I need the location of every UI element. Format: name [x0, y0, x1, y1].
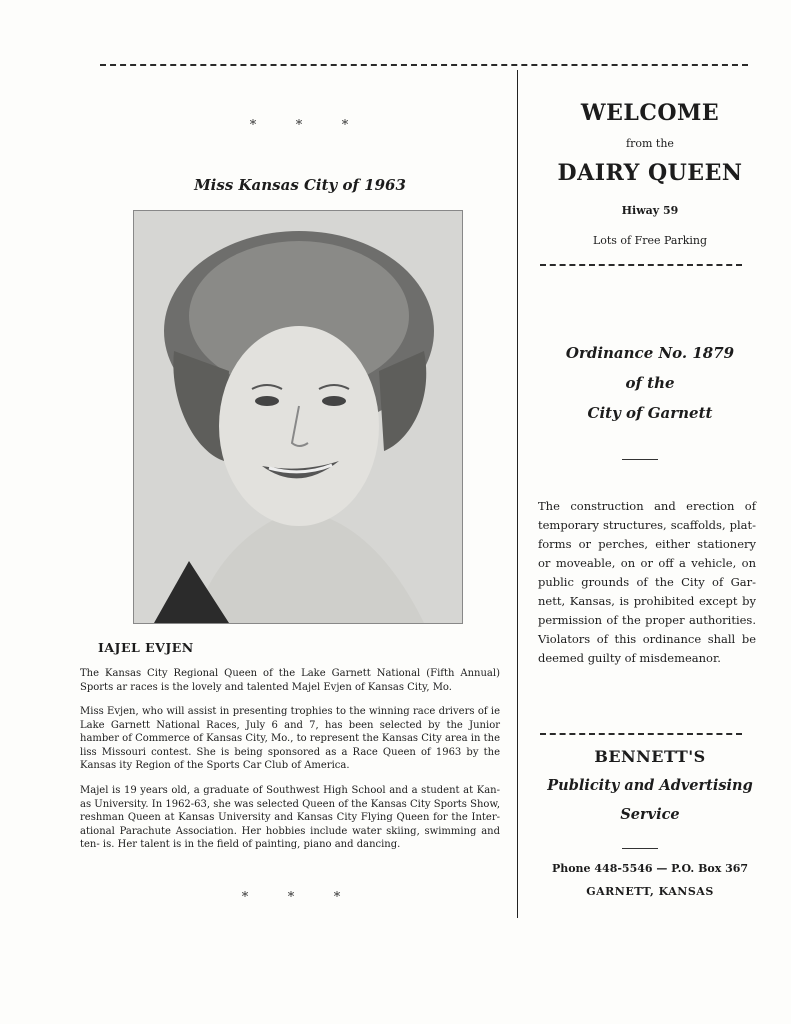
ad2-phone: Phone 448-5546 — P.O. Box 367 [551, 862, 749, 875]
ad-address: Hiway 59 [621, 204, 679, 217]
ordinance-paragraph: The construction and erection of temporary structures, scaffolds, plat- forms or perches, either stationery or moveable, on or off a vehicle, on public grounds of the City of Gar- nett, Kansas, is prohibited except by permission of the proper authorities. Violators of this ordinance shall be deemed guilty of misdemeanor. [538, 499, 756, 665]
ordinance-title: Ordinance No. 1879 [565, 344, 735, 362]
stars-top [230, 118, 368, 133]
bio-paragraph [80, 705, 500, 773]
star-ornament: * [249, 118, 257, 133]
portrait-photo [133, 210, 463, 624]
dashed-rule-above-bennetts [540, 733, 742, 735]
ad2-tagline-line2: Service [620, 806, 680, 823]
stars-bottom [222, 890, 360, 905]
subject-name: IAJEL EVJEN [98, 640, 194, 655]
ad-business-name: DAIRY QUEEN [557, 160, 743, 186]
ad-parking: Lots of Free Parking [592, 234, 708, 247]
top-dashed-rule [100, 64, 748, 66]
paragraph-text: Majel is 19 years old, a graduate of Southwest High School and a student at Kan- as University. In 1962-63, she was selected Queen of the Kansas City Sports Show, reshman Queen at Kansas University and Kansas City Flying Queen for the Inter- ational Parachute Association. Her hobbies include water skiing, swimming and ten- is. Her talent is in the field of painting, piano and dancing. [80, 785, 500, 850]
ad2-city: GARNETT, KANSAS [586, 885, 714, 898]
ad-from-line: from the [626, 137, 674, 150]
ad2-business-name: BENNETT'S [594, 747, 706, 766]
ordinance-city: City of Garnett [587, 404, 713, 422]
ordinance-of-the: of the [625, 374, 675, 392]
dashed-rule-under-dairy-queen [540, 264, 742, 266]
ordinance-text [538, 497, 756, 668]
star-ornament: * [241, 890, 249, 905]
ad-welcome-heading: WELCOME [580, 100, 720, 126]
star-ornament: * [341, 118, 349, 133]
star-ornament: * [287, 890, 295, 905]
short-divider [622, 848, 658, 849]
ad2-tagline-line1: Publicity and Advertising [547, 777, 753, 794]
bio-paragraph [80, 784, 500, 852]
column-divider [517, 70, 518, 918]
paragraph-text: Miss Evjen, who will assist in presenting trophies to the winning race drivers of ie Lake Garnett National Races, July 6 and 7, has been selected by the Junior hamber of Commerce of Kansas City, Mo., to represent the Kansas City area in the liss Missouri contest. She is being sponsored as a Race Queen of 1963 by the Kansas ity Region of the Sports Car Club of America. [80, 706, 500, 771]
star-ornament: * [295, 118, 303, 133]
star-ornament: * [333, 890, 341, 905]
photo-caption-title: Miss Kansas City of 1963 [194, 176, 406, 194]
bio-paragraph [80, 667, 500, 694]
short-divider [622, 459, 658, 460]
paragraph-text: The Kansas City Regional Queen of the Lake Garnett National (Fifth Annual) Sports ar races is the lovely and talented Majel Evjen of Kansas City, Mo. [80, 668, 500, 693]
